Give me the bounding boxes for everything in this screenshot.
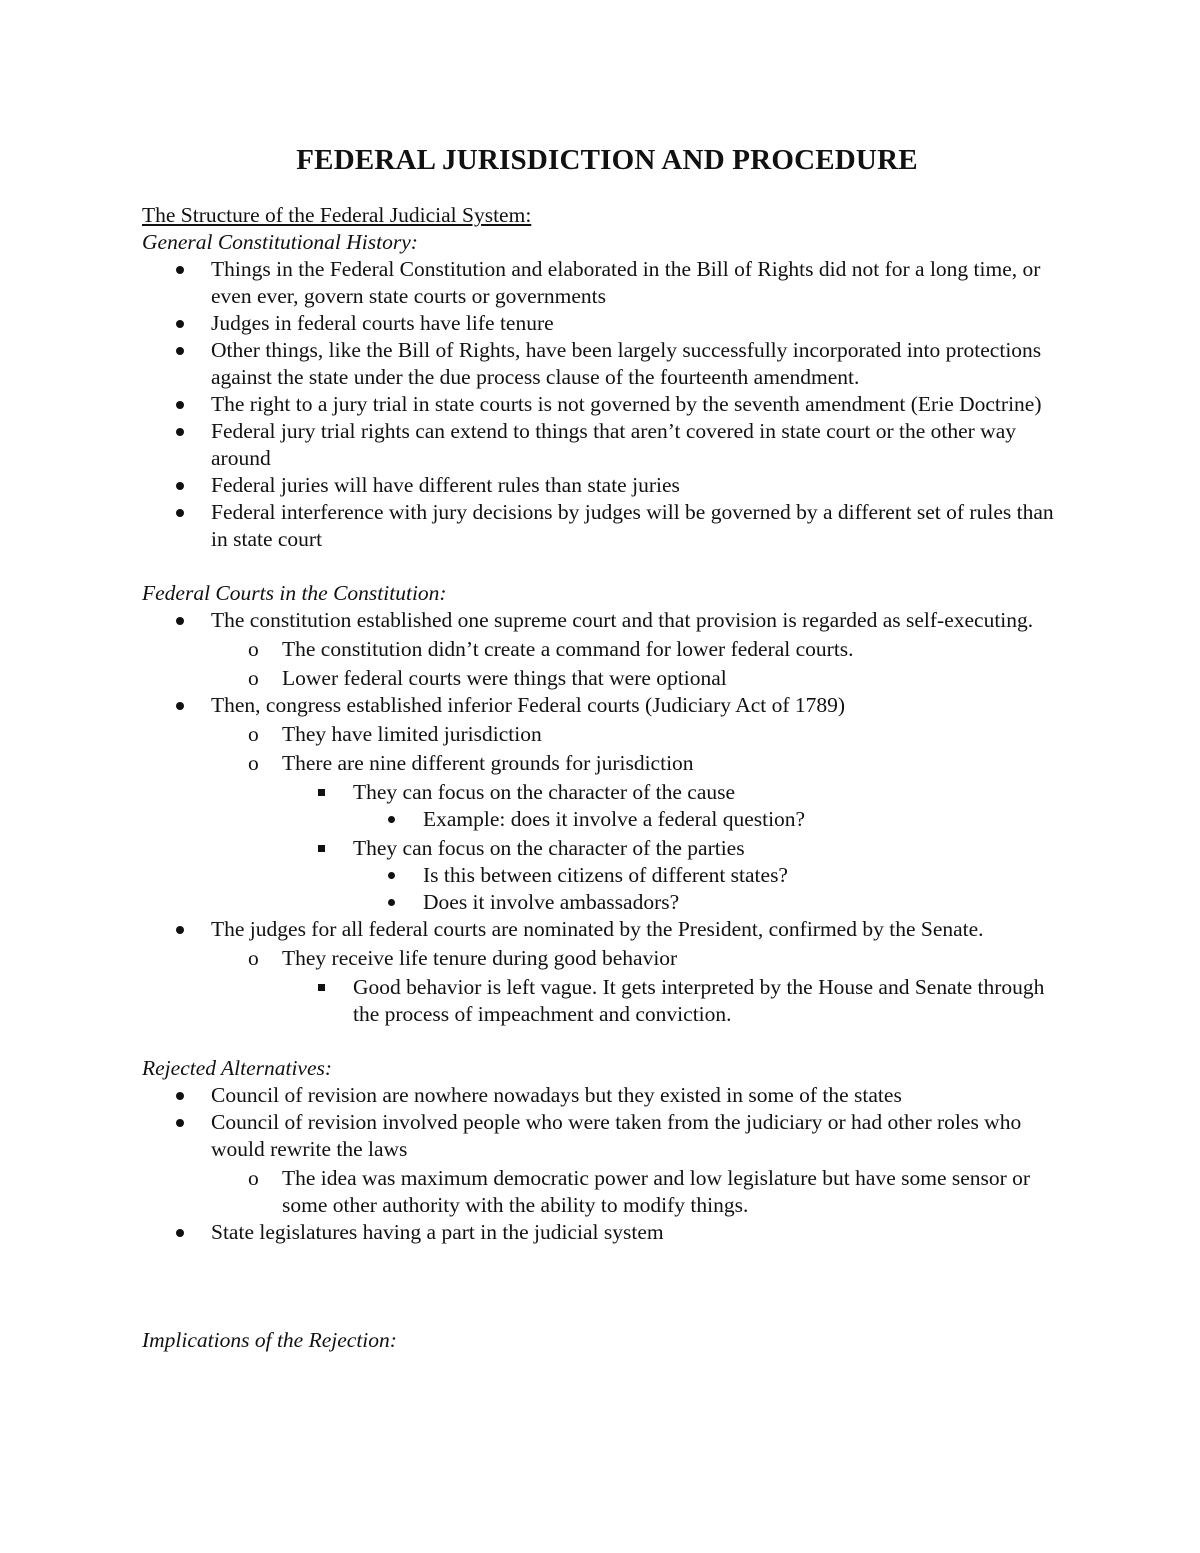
- document-title: FEDERAL JURISDICTION AND PROCEDURE: [296, 144, 918, 176]
- list-item: [142, 916, 1072, 1028]
- courts-list: [142, 607, 1072, 1028]
- sub-sub-list: [282, 974, 1072, 1028]
- list-item: State legislatures having a part in the judicial system: [142, 1219, 1072, 1246]
- list-item: The right to a jury trial in state courts is not governed by the seventh amendment (Erie Doctrine): [142, 391, 1072, 418]
- sub-list: [211, 1165, 1072, 1219]
- sub-sub-list-item: [282, 779, 1072, 833]
- list-item: Federal interference with jury decisions by judges will be governed by a different set of rules than in state court: [142, 499, 1072, 553]
- list-item-text: The judges for all federal courts are nominated by the President, confirmed by the Senate.: [211, 917, 984, 941]
- sub-list-item-text: There are nine different grounds for jurisdiction: [282, 751, 694, 775]
- list-item: [142, 692, 1072, 916]
- sub-sub-list-item-text: They can focus on the character of the cause: [353, 780, 736, 804]
- list-item: Council of revision are nowhere nowadays but they existed in some of the states: [142, 1082, 1072, 1109]
- history-list: [142, 256, 1072, 553]
- sub-list: [211, 945, 1072, 1028]
- list-item-text: Then, congress established inferior Federal courts (Judiciary Act of 1789): [211, 693, 846, 717]
- sub-list: [211, 636, 1072, 692]
- example-item: Example: does it involve a federal question?: [353, 806, 1072, 833]
- example-item: Is this between citizens of different states?: [353, 862, 1072, 889]
- list-item: Federal juries will have different rules than state juries: [142, 472, 1072, 499]
- sub-sub-list-item: [282, 835, 1072, 916]
- list-item: Other things, like the Bill of Rights, have been largely successfully incorporated into protections against the state under the due process clause of the fourteenth amendment.: [142, 337, 1072, 391]
- subheading-courts: Federal Courts in the Constitution:: [142, 581, 447, 605]
- sub-sub-list: [282, 779, 1072, 916]
- subheading-implications: Implications of the Rejection:: [142, 1328, 397, 1352]
- sub-list-item: [211, 750, 1072, 916]
- example-item: Does it involve ambassadors?: [353, 889, 1072, 916]
- sub-list-item: [211, 945, 1072, 1028]
- sub-sub-list-item-text: They can focus on the character of the parties: [353, 836, 745, 860]
- list-item: [142, 1109, 1072, 1219]
- sub-sub-list-item: Good behavior is left vague. It gets interpreted by the House and Senate through the process of impeachment and conviction.: [282, 974, 1072, 1028]
- list-item: Judges in federal courts have life tenure: [142, 310, 1072, 337]
- subheading-rejected: Rejected Alternatives:: [142, 1056, 333, 1080]
- section-heading-structure: The Structure of the Federal Judicial System:: [142, 203, 532, 227]
- sub-list-item: o The constitution didn’t create a command for lower federal courts.: [211, 636, 1072, 663]
- example-list: [353, 806, 1072, 833]
- sub-list-item: o They have limited jurisdiction: [211, 721, 1072, 748]
- sub-list-item-text: They receive life tenure during good behavior: [282, 946, 678, 970]
- list-item: [142, 607, 1072, 692]
- sub-list-item: o The idea was maximum democratic power and low legislature but have some sensor or some other authority with the ability to modify things.: [211, 1165, 1072, 1219]
- list-item: Federal jury trial rights can extend to things that aren’t covered in state court or the other way around: [142, 418, 1072, 472]
- sub-list-item: o Lower federal courts were things that were optional: [211, 665, 1072, 692]
- subheading-history: General Constitutional History:: [142, 230, 418, 254]
- list-item-text: The constitution established one supreme court and that provision is regarded as self-executing.: [211, 608, 1034, 632]
- list-item-text: Council of revision involved people who were taken from the judiciary or had other roles who would rewrite the laws: [211, 1110, 1022, 1161]
- document-page: [142, 140, 1072, 1354]
- rejected-list: [142, 1082, 1072, 1246]
- sub-list: [211, 721, 1072, 916]
- list-item: Things in the Federal Constitution and elaborated in the Bill of Rights did not for a long time, or even ever, govern state courts or governments: [142, 256, 1072, 310]
- example-list: [353, 862, 1072, 916]
